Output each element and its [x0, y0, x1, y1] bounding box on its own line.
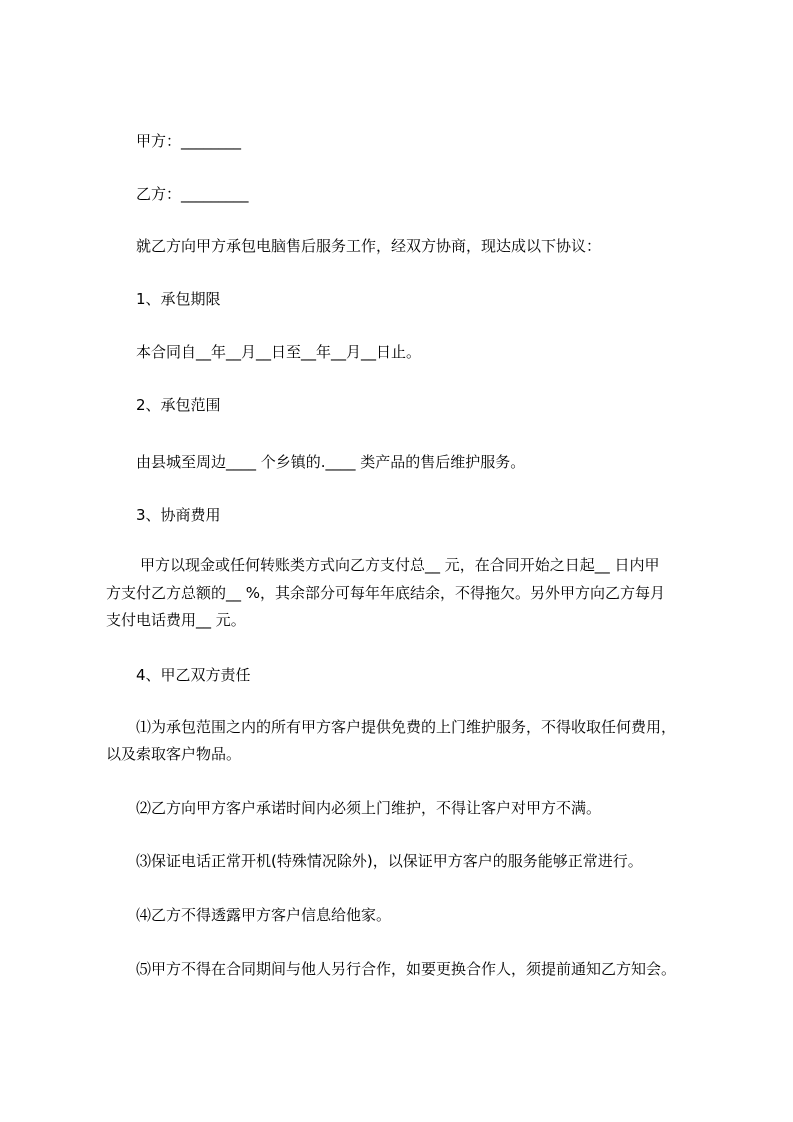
party-b-line: 乙方：_________ [136, 185, 249, 203]
party-a-line: 甲方：________ [136, 132, 242, 150]
section-1-body: 本合同自__年__月__日至__年__月__日止。 [136, 343, 422, 361]
intro-paragraph: 就乙方向甲方承包电脑售后服务工作，经双方协商，现达成以下协议： [136, 237, 602, 255]
section-2-body: 由县城至周边____ 个乡镇的.____ 类产品的售后维护服务。 [136, 453, 526, 471]
section-4-title: 4、甲乙双方责任 [136, 666, 251, 684]
section-3-title: 3、协商费用 [136, 506, 221, 524]
section-4-item-3: ⑶保证电话正常开机(特殊情况除外)，以保证甲方客户的服务能够正常进行。 [136, 852, 643, 870]
section-4-item-5: ⑸甲方不得在合同期间与他人另行合作，如要更换合作人，须提前通知乙方知会。 [136, 960, 677, 978]
section-4-item-2: ⑵乙方向甲方客户承诺时间内必须上门维护，不得让客户对甲方不满。 [136, 799, 602, 817]
section-4-item-1-line-1: ⑴为承包范围之内的所有甲方客户提供免费的上门维护服务，不得收取任何费用， [136, 718, 677, 736]
section-3-body-line-3: 支付电话费用__ 元。 [106, 611, 246, 629]
section-2-title: 2、承包范围 [136, 396, 221, 414]
section-1-title: 1、承包期限 [136, 290, 221, 308]
section-3-body-line-1: 甲方以现金或任何转账类方式向乙方支付总__ 元，在合同开始之日起__ 日内甲 [140, 556, 660, 574]
section-4-item-1-line-2: 以及索取客户物品。 [106, 745, 242, 763]
section-4-item-4: ⑷乙方不得透露甲方客户信息给他家。 [136, 906, 392, 924]
section-3-body-line-2: 方支付乙方总额的__ %，其余部分可每年年底结余，不得拖欠。另外甲方向乙方每月 [106, 584, 666, 602]
